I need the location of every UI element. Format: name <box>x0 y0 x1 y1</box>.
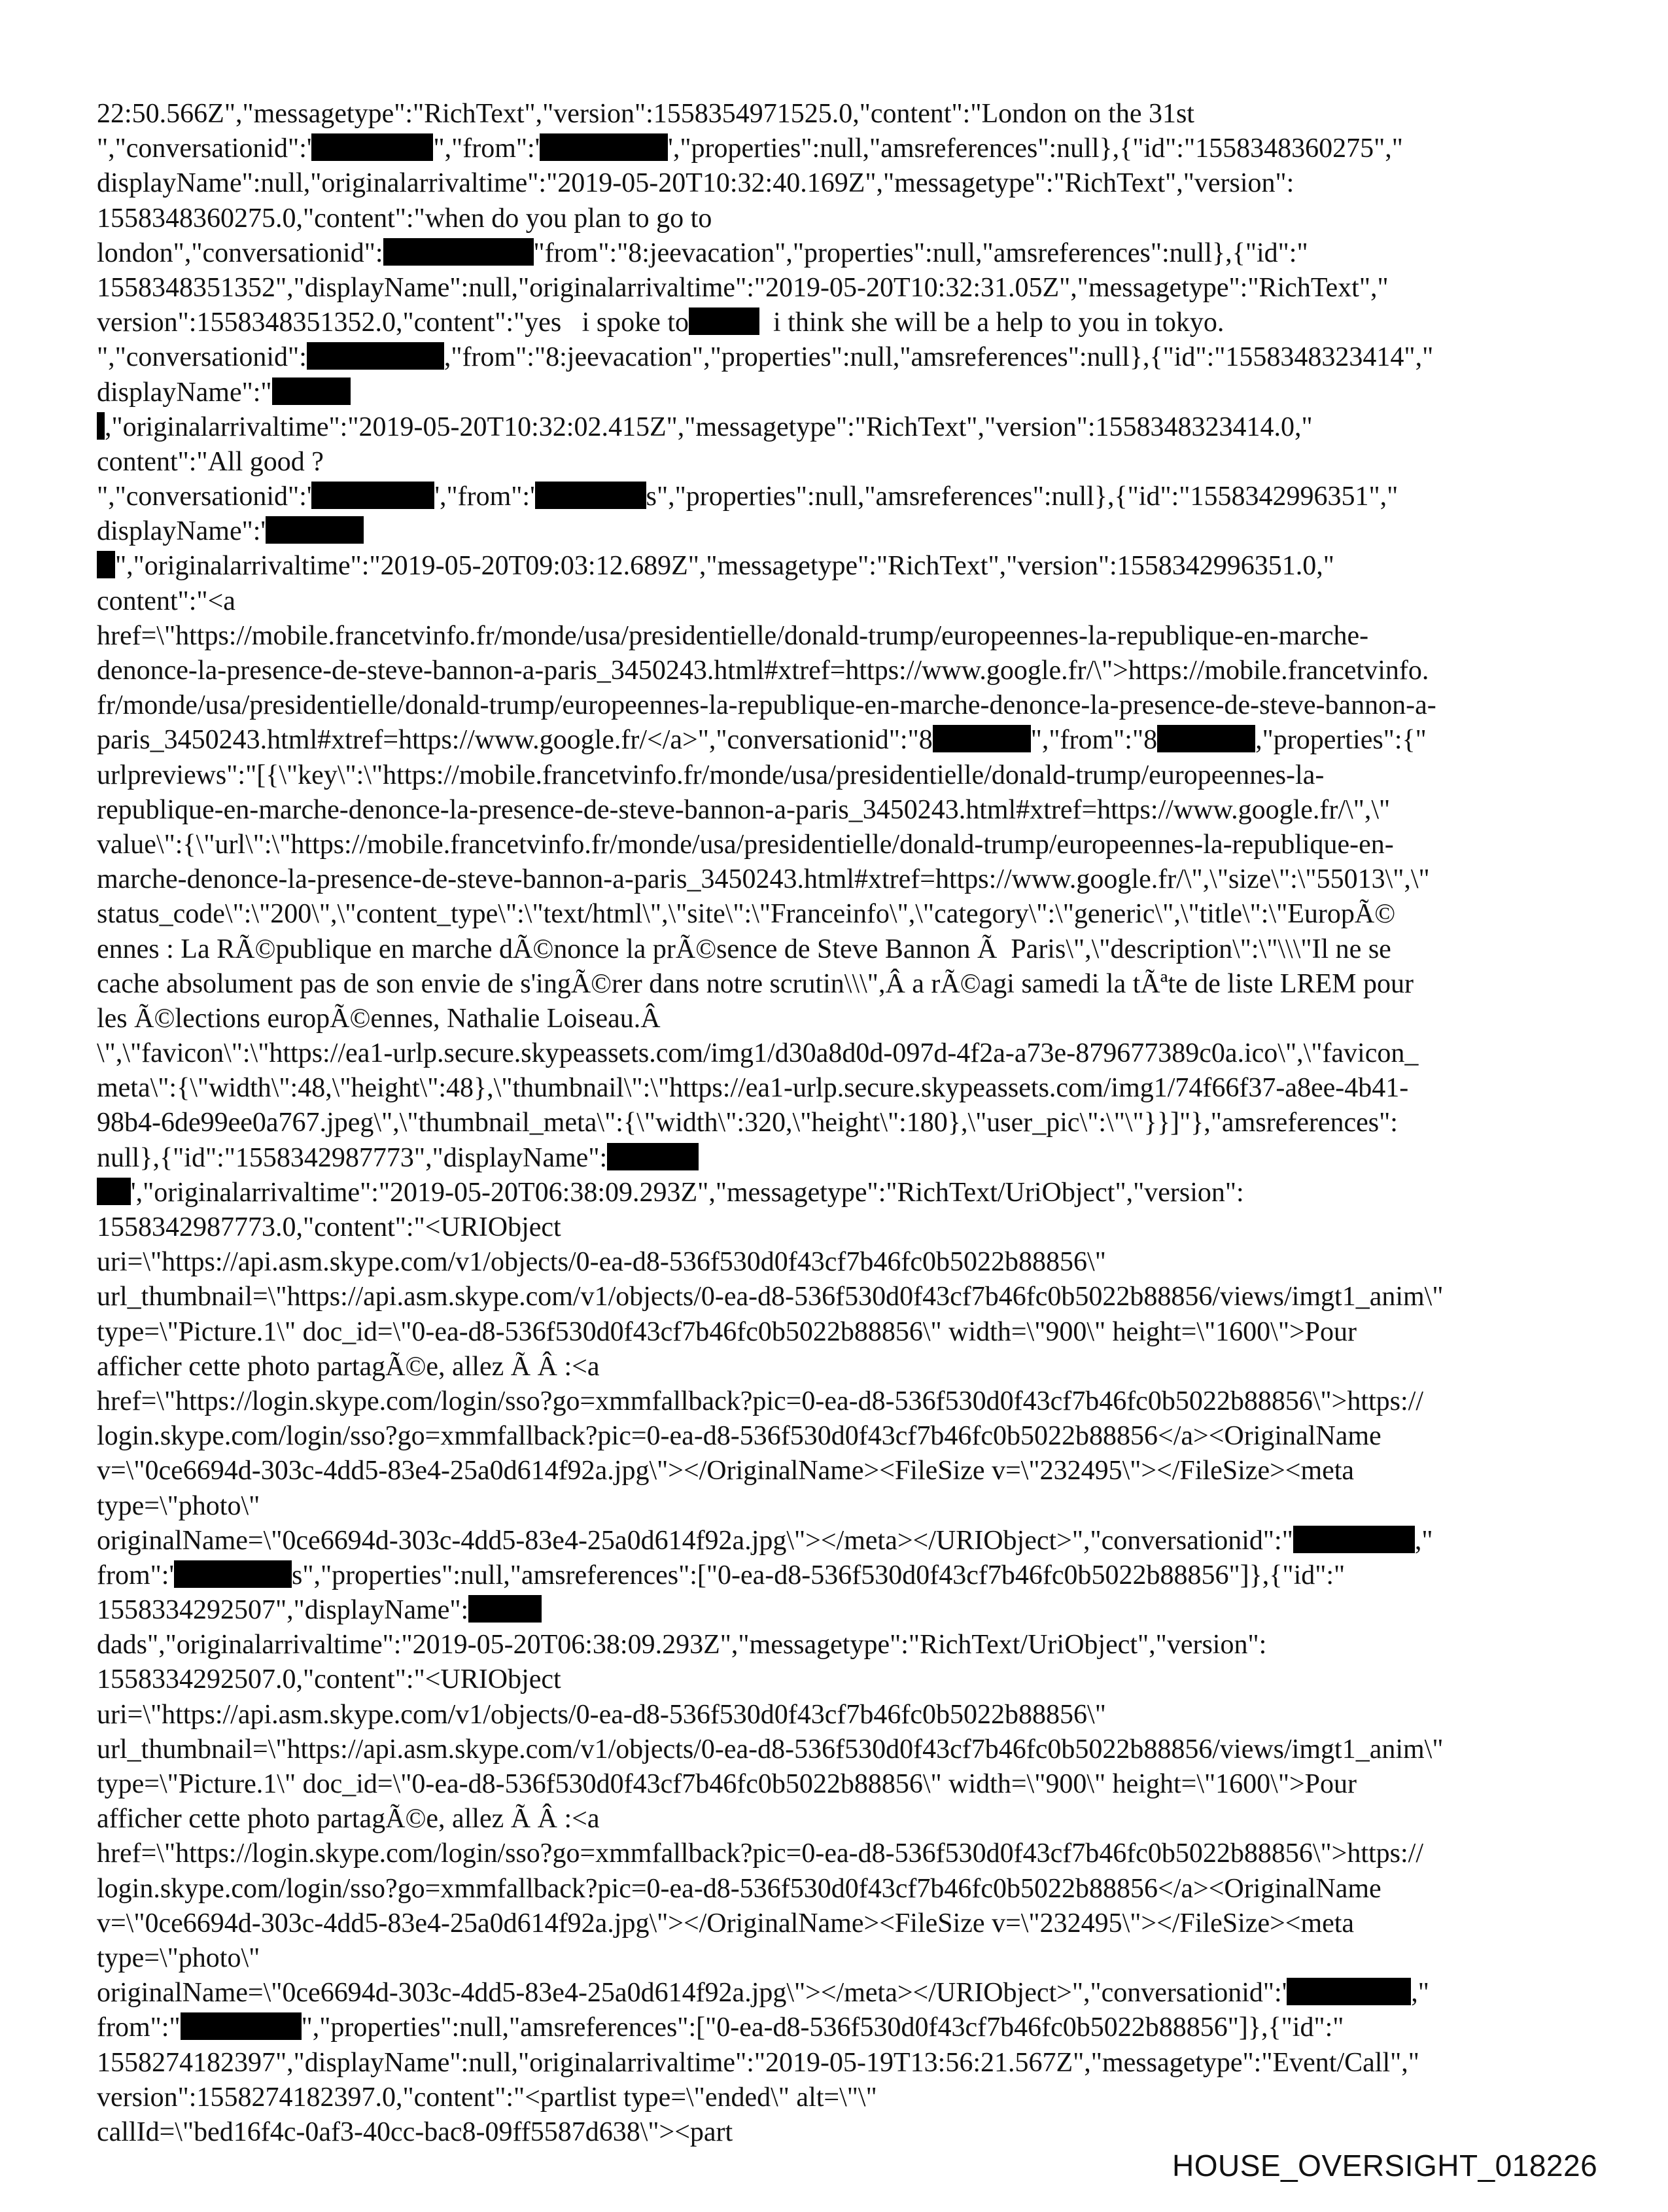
text-segment: 1558334292507","displayName": <box>97 1595 469 1626</box>
text-line <box>97 1767 1569 1802</box>
text-segment: uri=\"https://api.asm.skype.com/v1/objects/0-ea-d8-536f530d0f43cf7b46fc0b5022b88856\" <box>97 1699 1106 1730</box>
text-line <box>97 1732 1569 1767</box>
text-line <box>97 514 1569 549</box>
text-line <box>97 2080 1569 2115</box>
redaction-box <box>1287 1978 1411 2005</box>
text-segment: 1558342987773.0,"content":"<URIObject <box>97 1212 561 1242</box>
text-line <box>97 1071 1569 1106</box>
text-line <box>97 897 1569 932</box>
redaction-box <box>933 725 1031 752</box>
text-segment: les Ã©lections europÃ©ennes, Nathalie Loiseau.Â <box>97 1003 661 1034</box>
text-line <box>97 1558 1569 1593</box>
text-line <box>97 584 1569 619</box>
text-segment: displayName":" <box>97 377 272 408</box>
text-line <box>97 1524 1569 1558</box>
text-line <box>97 549 1569 584</box>
text-line <box>97 132 1569 166</box>
text-line <box>97 1384 1569 1419</box>
text-segment: "from":"8:jeevacation","properties":null,"amsreferences":null},{"id":" <box>533 237 1308 268</box>
text-segment: uri=\"https://api.asm.skype.com/v1/objects/0-ea-d8-536f530d0f43cf7b46fc0b5022b88856\" <box>97 1247 1106 1278</box>
text-segment: ,"from":"8:jeevacation","properties":null,"amsreferences":null},{"id":"1558348323414"," <box>443 342 1434 373</box>
text-line <box>97 1593 1569 1628</box>
text-segment: href=\"https://mobile.francetvinfo.fr/monde/usa/presidentielle/donald-trump/europeennes-la-republique-en-marche- <box>97 620 1369 651</box>
text-segment: fr/monde/usa/presidentielle/donald-trump/europeennes-la-republique-en-marche-denonce-la-presence-de-steve-bannon-a- <box>97 690 1436 721</box>
text-segment: 1558334292507.0,"content":"<URIObject <box>97 1664 561 1695</box>
text-segment: callId=\"bed16f4c-0af3-40cc-bac8-09ff5587d638\"><part <box>97 2116 733 2147</box>
text-segment: 98b4-6de99ee0a767.jpeg\",\"thumbnail_meta\":{\"width\":320,\"height\":180},\"user_pic\":\"\"}}]"},"amsreferences": <box>97 1108 1398 1138</box>
text-segment: content":"<a <box>97 586 235 616</box>
text-segment: href=\"https://login.skype.com/login/sso?go=xmmfallback?pic=0-ea-d8-536f530d0f43cf7b46fc0b5022b88856\">https:// <box>97 1838 1424 1869</box>
text-segment: cache absolument pas de son envie de s'ingÃ©rer dans notre scrutin\\\",Â a rÃ©agi samedi la tÃªte de liste LREM pour <box>97 968 1414 999</box>
text-segment: paris_3450243.html#xtref=https://www.google.fr/</a>","conversationid":"8 <box>97 725 933 756</box>
text-segment: 1558348351352","displayName":null,"originalarrivaltime":"2019-05-20T10:32:31.05Z","messagetype":"RichText"," <box>97 272 1389 303</box>
redaction-box <box>97 551 115 578</box>
text-segment: 1558348360275.0,"content":"when do you plan to go to <box>97 203 712 234</box>
redaction-box <box>689 307 759 335</box>
text-line <box>97 1489 1569 1524</box>
redaction-box <box>97 1178 131 1205</box>
text-line <box>97 1976 1569 2010</box>
text-segment: displayName":null,"originalarrivaltime":"2019-05-20T10:32:40.169Z","messagetype":"RichText","version": <box>97 168 1294 199</box>
text-line <box>97 1662 1569 1697</box>
text-segment: \",\"favicon\":\"https://ea1-urlp.secure.skypeassets.com/img1/d30a8d0d-097d-4f2a-a73e-879677389c0a.ico\",\"favicon_ <box>97 1038 1419 1069</box>
redaction-box <box>174 1560 292 1588</box>
text-line <box>97 2010 1569 2045</box>
redaction-box <box>307 342 444 370</box>
text-line <box>97 480 1569 514</box>
text-segment: republique-en-marche-denonce-la-presence-de-steve-bannon-a-paris_3450243.html#xtref=https://www.google.fr/\",\" <box>97 794 1391 825</box>
text-line <box>97 1802 1569 1836</box>
redaction-box <box>607 1143 699 1170</box>
text-line <box>97 1106 1569 1140</box>
text-line <box>97 967 1569 1002</box>
text-line <box>97 1176 1569 1210</box>
text-segment: afficher cette photo partagÃ©e, allez Ã Â :<a <box>97 1804 600 1835</box>
text-segment: ," <box>1411 1978 1429 2009</box>
text-segment: from":' <box>97 1560 175 1590</box>
text-line <box>97 410 1569 445</box>
text-line <box>97 1141 1569 1176</box>
text-segment: type=\"photo\" <box>97 1490 260 1521</box>
text-line <box>97 202 1569 236</box>
text-segment: denonce-la-presence-de-steve-bannon-a-paris_3450243.html#xtref=https://www.google.fr/\">https://mobile.francetvinfo. <box>97 656 1429 686</box>
text-segment: 1558274182397","displayName":null,"originalarrivaltime":"2019-05-19T13:56:21.567Z","messagetype":"Event/Call"," <box>97 2047 1419 2078</box>
text-line <box>97 236 1569 271</box>
bates-number: HOUSE_OVERSIGHT_018226 <box>1172 2149 1598 2183</box>
text-segment: href=\"https://login.skype.com/login/sso?go=xmmfallback?pic=0-ea-d8-536f530d0f43cf7b46fc0b5022b88856\">https:// <box>97 1386 1424 1416</box>
redaction-box <box>1157 725 1255 752</box>
text-segment: 22:50.566Z","messagetype":"RichText","version":1558354971525.0,"content":"London on the 31st <box>97 99 1194 129</box>
text-segment: urlpreviews":"[{\"key\":\"https://mobile.francetvinfo.fr/monde/usa/presidentielle/donald-trump/europeennes-la- <box>97 760 1325 790</box>
text-segment: login.skype.com/login/sso?go=xmmfallback?pic=0-ea-d8-536f530d0f43cf7b46fc0b5022b88856</a><OriginalName <box>97 1421 1381 1452</box>
text-segment: version":1558348351352.0,"content":"yes i spoke to <box>97 307 689 338</box>
text-segment: ","from":' <box>433 133 540 164</box>
text-line <box>97 1036 1569 1071</box>
text-segment: ,"originalarrivaltime":"2019-05-20T10:32:02.415Z","messagetype":"RichText","version":1558348323414.0," <box>105 412 1313 442</box>
text-line <box>97 376 1569 410</box>
text-segment: login.skype.com/login/sso?go=xmmfallback?pic=0-ea-d8-536f530d0f43cf7b46fc0b5022b88856</a><OriginalName <box>97 1873 1381 1904</box>
redaction-box <box>311 482 434 509</box>
text-line <box>97 1941 1569 1976</box>
redaction-box <box>535 482 646 509</box>
text-line <box>97 723 1569 758</box>
text-line <box>97 340 1569 375</box>
redaction-box <box>468 1595 542 1623</box>
text-line <box>97 828 1569 862</box>
text-line <box>97 862 1569 897</box>
text-line <box>97 688 1569 723</box>
text-segment: status_code\":\"200\",\"content_type\":\"text/html\",\"site\":\"Franceinfo\",\"category\":\"generic\",\"title\":\"EuropÃ© <box>97 899 1396 930</box>
text-line <box>97 1698 1569 1732</box>
text-line <box>97 1836 1569 1871</box>
text-segment: value\":{\"url\":\"https://mobile.francetvinfo.fr/monde/usa/presidentielle/donald-trump/europeennes-la-republique-en- <box>97 829 1394 860</box>
text-line <box>97 1002 1569 1036</box>
text-line <box>97 271 1569 306</box>
text-line <box>97 1454 1569 1488</box>
text-line <box>97 1210 1569 1245</box>
text-segment: ',"properties":null,"amsreferences":null},{"id":"1558348360275"," <box>668 133 1403 164</box>
document-body <box>97 97 1569 2156</box>
text-segment: ","properties":null,"amsreferences":["0-ea-d8-536f530d0f43cf7b46fc0b5022b88856"]},{"id":" <box>301 2012 1344 2043</box>
text-line <box>97 2046 1569 2080</box>
text-line <box>97 932 1569 967</box>
redaction-box <box>1293 1526 1415 1553</box>
redaction-box <box>181 2012 302 2040</box>
text-segment: ennes : La RÃ©publique en marche dÃ©nonce la prÃ©sence de Steve Bannon Ã Paris\",\"description\":\"\\\"Il ne se <box>97 934 1391 964</box>
text-segment: s","properties":null,"amsreferences":["0-ea-d8-536f530d0f43cf7b46fc0b5022b88856"]},{"id":" <box>292 1560 1346 1590</box>
redaction-box <box>311 133 433 161</box>
text-segment: url_thumbnail=\"https://api.asm.skype.com/v1/objects/0-ea-d8-536f530d0f43cf7b46fc0b5022b88856/views/imgt1_anim\" <box>97 1734 1444 1764</box>
text-line <box>97 306 1569 340</box>
text-segment: meta\":{\"width\":48,\"height\":48},\"thumbnail\":\"https://ea1-urlp.secure.skypeassets.com/img1/74f66f37-a8ee-4b41- <box>97 1073 1409 1104</box>
text-line <box>97 2115 1569 2150</box>
text-segment: v=\"0ce6694d-303c-4dd5-83e4-25a0d614f92a.jpg\"></OriginalName><FileSize v=\"232495\"></FileSize><meta <box>97 1908 1355 1939</box>
text-segment: ," <box>1414 1525 1433 1556</box>
text-segment: type=\"Picture.1\" doc_id=\"0-ea-d8-536f530d0f43cf7b46fc0b5022b88856\" width=\"900\" height=\"1600\">Pour <box>97 1769 1357 1799</box>
redaction-box <box>97 412 105 440</box>
text-line <box>97 758 1569 793</box>
text-segment: displayName":' <box>97 516 266 547</box>
text-segment: afficher cette photo partagÃ©e, allez Ã Â :<a <box>97 1351 600 1382</box>
text-line <box>97 793 1569 828</box>
text-segment: s","properties":null,"amsreferences":null},{"id":"1558342996351"," <box>646 482 1399 512</box>
redaction-box <box>266 516 364 544</box>
text-segment: marche-denonce-la-presence-de-steve-bannon-a-paris_3450243.html#xtref=https://www.google.fr/\",\"size\":\"55013\",\" <box>97 864 1430 895</box>
redaction-box <box>272 377 351 405</box>
text-line <box>97 1350 1569 1384</box>
text-segment: london","conversationid": <box>97 237 383 268</box>
redaction-box <box>383 238 534 266</box>
text-segment: url_thumbnail=\"https://api.asm.skype.com/v1/objects/0-ea-d8-536f530d0f43cf7b46fc0b5022b88856/views/imgt1_anim\" <box>97 1282 1444 1312</box>
text-line <box>97 1872 1569 1906</box>
text-line <box>97 1280 1569 1314</box>
text-segment: content":"All good ? <box>97 446 324 477</box>
text-segment: ,"properties":{" <box>1255 725 1427 756</box>
text-segment: type=\"photo\" <box>97 1942 260 1973</box>
redaction-box <box>540 133 668 161</box>
text-segment: ","originalarrivaltime":"2019-05-20T09:03:12.689Z","messagetype":"RichText","version":1558342996351.0," <box>115 551 1334 582</box>
text-line <box>97 445 1569 480</box>
text-segment: from":" <box>97 2012 181 2043</box>
text-segment: dads","originalarrivaltime":"2019-05-20T06:38:09.293Z","messagetype":"RichText/UriObject","version": <box>97 1630 1267 1660</box>
text-line <box>97 166 1569 201</box>
text-line <box>97 1419 1569 1454</box>
text-segment: ","conversationid":' <box>97 482 312 512</box>
text-line <box>97 619 1569 654</box>
text-segment: null},{"id":"1558342987773","displayName": <box>97 1142 608 1173</box>
text-segment: ","from":"8 <box>1030 725 1158 756</box>
text-line <box>97 1906 1569 1941</box>
text-segment: i think she will be a help to you in tokyo. <box>759 307 1225 338</box>
text-segment: originalName=\"0ce6694d-303c-4dd5-83e4-25a0d614f92a.jpg\"></meta></URIObject>","conversationid":" <box>97 1525 1293 1556</box>
text-segment: originalName=\"0ce6694d-303c-4dd5-83e4-25a0d614f92a.jpg\"></meta></URIObject>","conversationid":' <box>97 1978 1287 2009</box>
text-segment: v=\"0ce6694d-303c-4dd5-83e4-25a0d614f92a.jpg\"></OriginalName><FileSize v=\"232495\"></FileSize><meta <box>97 1456 1355 1486</box>
text-segment: ',"from":' <box>434 482 535 512</box>
text-line <box>97 1628 1569 1662</box>
text-segment: ","conversationid":' <box>97 133 312 164</box>
text-line <box>97 1245 1569 1280</box>
text-line <box>97 654 1569 688</box>
text-line <box>97 1315 1569 1350</box>
text-segment: version":1558274182397.0,"content":"<partlist type=\"ended\" alt=\"\" <box>97 2082 877 2113</box>
text-segment: ","conversationid": <box>97 342 307 373</box>
text-line <box>97 97 1569 132</box>
text-segment: type=\"Picture.1\" doc_id=\"0-ea-d8-536f530d0f43cf7b46fc0b5022b88856\" width=\"900\" height=\"1600\">Pour <box>97 1316 1357 1347</box>
text-segment: ',"originalarrivaltime":"2019-05-20T06:38:09.293Z","messagetype":"RichText/UriObject","version": <box>131 1177 1244 1208</box>
